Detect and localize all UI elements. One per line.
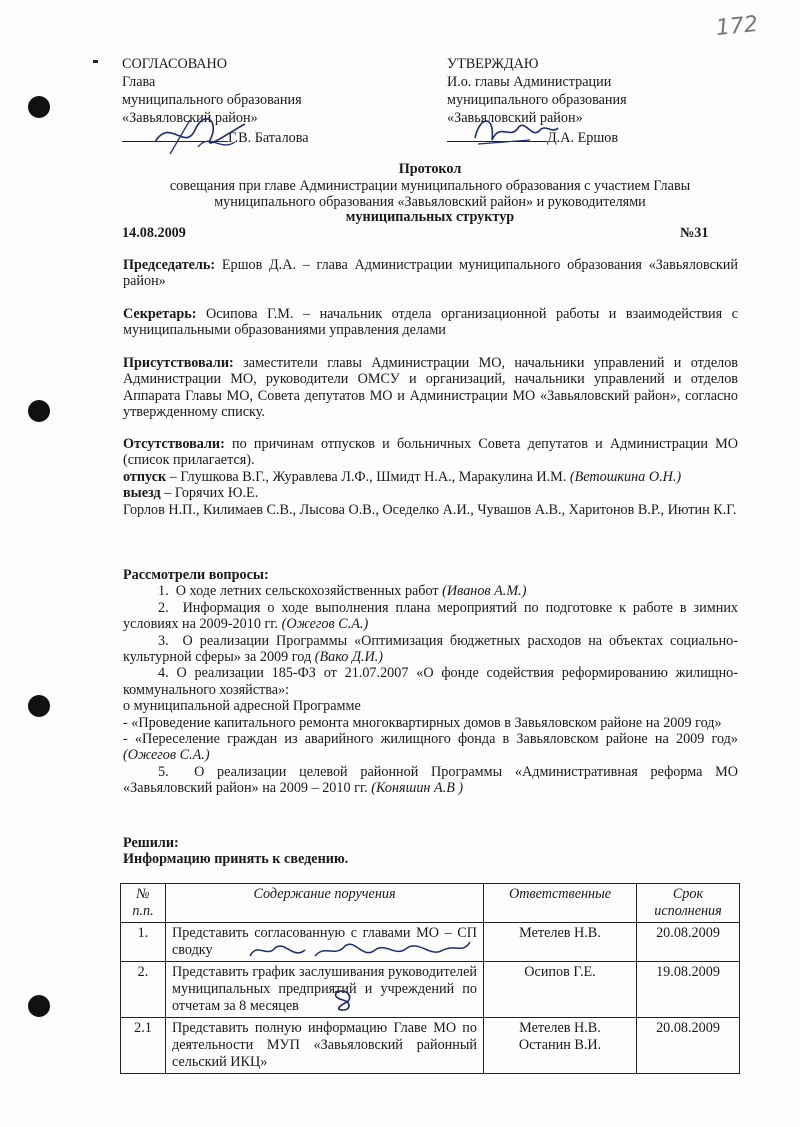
signer-name: Д.А. Ершов: [547, 130, 619, 146]
cell-content: Представить полную информацию Главе МО по деятельности МУП «Завьяловский районный сельский ИКЦ»: [166, 1018, 484, 1074]
agenda-section: [123, 567, 738, 797]
cell-resp: Осипов Г.Е.: [484, 962, 637, 1018]
approval-heading: СОГЛАСОВАНО: [122, 56, 228, 72]
section-label: Секретарь:: [123, 306, 197, 322]
approval-position: И.о. главы Администрации: [447, 74, 612, 90]
section-text: Ершов Д.А. – глава Администрации муниципального образования «Завьяловский район»: [123, 257, 738, 290]
cell-num: 2.1: [121, 1018, 166, 1074]
cell-resp: Метелев Н.В. Останин В.И.: [484, 1018, 637, 1074]
handwritten-circle-mark: [329, 988, 355, 1012]
table-header-row: [121, 884, 740, 923]
vacation-note: (Ветошкина О.Н.): [569, 468, 682, 485]
agenda-item: 1. О ходе летних сельскохозяйственных работ (Иванов А.М.): [158, 583, 527, 600]
section-label: Присутствовали:: [123, 355, 234, 371]
agenda-item: 2. Информация о ходе выполнения плана мероприятий по подготовке к работе в зимних условиях на 2009-2010 гг. (Ожегов С.А.): [123, 599, 739, 633]
decided-label: Решили:: [123, 835, 179, 851]
approval-org-name: «Завьяловский район»: [122, 110, 258, 126]
cell-num: 1.: [121, 923, 166, 962]
approval-position: Глава: [122, 74, 156, 90]
agenda-subitem: - «Переселение граждан из аварийного жилищного фонда в Завьяловском районе на 2009 год» (Ожегов С.А.): [123, 731, 738, 764]
decided-text: Информацию принять к сведению.: [123, 851, 349, 868]
approval-org: муниципального образования: [122, 92, 302, 108]
title-line: муниципального образования «Завьяловский район» и руководителями: [214, 194, 646, 210]
cell-date: 20.08.2009: [637, 923, 740, 962]
punch-hole: [28, 96, 50, 118]
cell-num: 2.: [121, 962, 166, 1018]
cell-date: 20.08.2009: [637, 1018, 740, 1074]
document-title: Протокол: [398, 161, 462, 177]
table-row: [121, 1018, 740, 1074]
secretary-section: [123, 306, 738, 339]
header-date: Срок исполнения: [637, 884, 740, 923]
protocol-date: 14.08.2009: [122, 225, 186, 241]
punch-hole: [28, 695, 50, 717]
agenda-subintro: о муниципальной адресной Программе: [123, 698, 361, 715]
signer-name: Г.В. Баталова: [228, 130, 309, 146]
title-line: совещания при главе Администрации муниципального образования с участием Главы: [169, 178, 691, 194]
protocol-number: №31: [680, 225, 709, 241]
table-row: [121, 962, 740, 1018]
present-section: [123, 355, 738, 421]
cell-content: Представить согласованную с главами МО – СП сводку: [166, 923, 484, 962]
absent-others: Горлов Н.П., Килимаев С.В., Лысова О.В., Оседелко А.И., Чувашов А.В., Харитонов В.Р., Иютин К.Г.: [123, 501, 737, 518]
header-content: Содержание поручения: [166, 884, 484, 923]
agenda-item: 3. О реализации Программы «Оптимизация бюджетных расходов на объектах социально-культурной сферы» за 2009 год (Вако Д.И.): [123, 632, 738, 666]
approval-org: муниципального образования: [447, 92, 627, 108]
section-label: Председатель:: [123, 257, 216, 273]
section-label: Отсутствовали:: [123, 436, 225, 452]
handwritten-annotation: [245, 936, 475, 966]
handwritten-signature: [150, 112, 250, 162]
vacation-label: отпуск: [123, 468, 167, 485]
vacation-text: – Глушкова В.Г., Журавлева Л.Ф., Шмидт Н.А., Маракулина И.М.: [169, 468, 567, 485]
section-text: Осипова Г.М. – начальник отдела организационной работы и взаимодействия с муниципальными образованиями управления делами: [123, 306, 739, 339]
header-resp: Ответственные: [484, 884, 637, 923]
handwritten-signature: [470, 110, 560, 150]
chairman-section: [123, 257, 738, 290]
decided-section: [123, 835, 738, 868]
handwritten-page-number: 172: [714, 11, 760, 42]
punch-hole: [28, 995, 50, 1017]
scan-mark: [93, 60, 98, 63]
agenda-label: Рассмотрели вопросы:: [123, 567, 269, 583]
agenda-item: 4. О реализации 185-ФЗ от 21.07.2007 «О фонде содействия реформированию жилищно-коммунального хозяйства»:: [123, 665, 739, 698]
tasks-table: [120, 883, 740, 1074]
header-num: № п.п.: [121, 884, 166, 923]
section-text: заместители главы Администрации МО, начальники управлений и отделов Администрации МО, руководители ОМСУ и организаций, начальники управлений и отделов Аппарата Главы МО, Совета депутатов МО и Администрации МО «Завьяловский район», согласно утвержденному списку.: [123, 355, 738, 421]
approval-org-name: «Завьяловский район»: [447, 110, 583, 126]
punch-hole: [28, 400, 50, 422]
cell-content: Представить график заслушивания руководителей муниципальных предприятий и учреждений по отчетам за 8 месяцев: [166, 962, 484, 1018]
trip-label: выезд: [123, 485, 161, 502]
approval-heading: УТВЕРЖДАЮ: [447, 56, 539, 72]
agenda-item: 5. О реализации целевой районной Программы «Административная реформа МО «Завьяловский район» на 2009 – 2010 гг. (Коняшин А.В ): [123, 763, 738, 797]
trip-text: – Горячих Ю.Е.: [164, 485, 259, 502]
agenda-subitem: - «Проведение капитального ремонта многоквартирных домов в Завьяловском районе на 2009 год»: [123, 714, 722, 731]
section-text: по причинам отпусков и больничных Совета депутатов и Администрации МО (список прилагается).: [123, 436, 739, 469]
cell-resp: Метелев Н.В.: [484, 923, 637, 962]
absent-section: [123, 436, 738, 518]
title-line: муниципальных структур: [345, 209, 515, 225]
cell-date: 19.08.2009: [637, 962, 740, 1018]
